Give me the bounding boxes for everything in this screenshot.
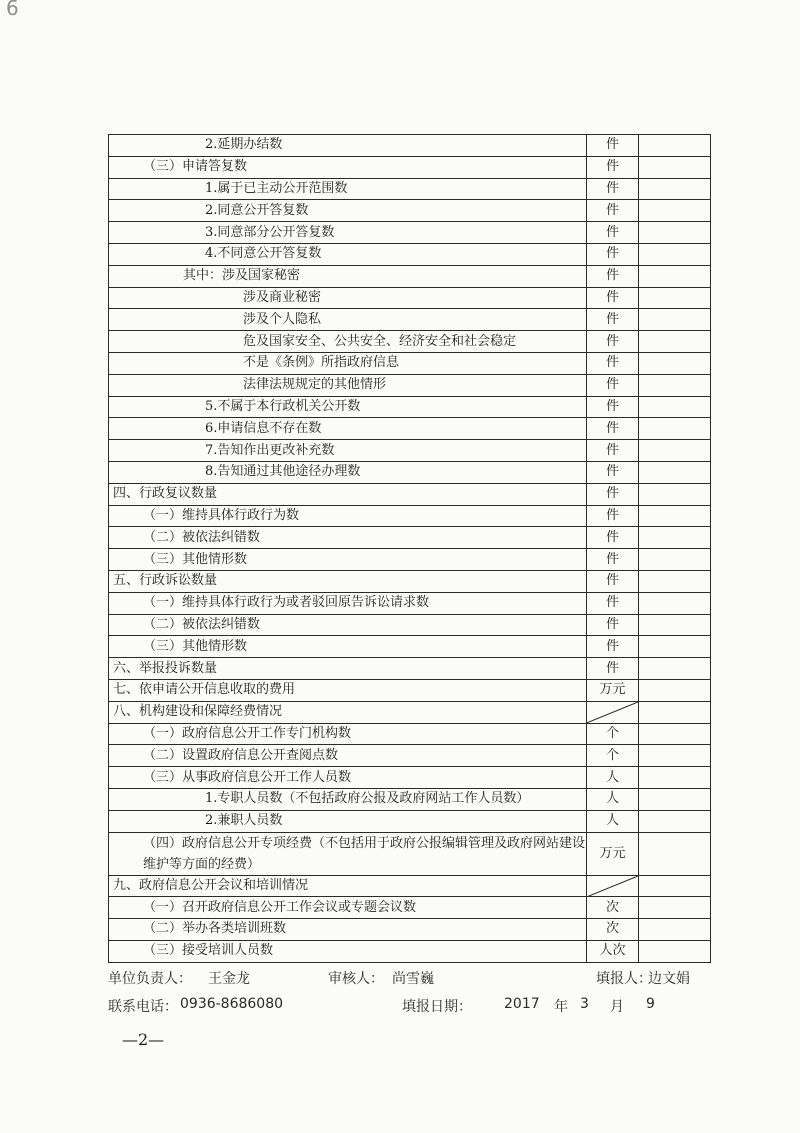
row-item-label: （三）从事政府信息公开工作人员数 bbox=[109, 767, 587, 789]
table-row bbox=[109, 309, 711, 331]
contact-row bbox=[108, 996, 710, 1018]
row-unit: 件 bbox=[587, 418, 639, 440]
row-unit: 件 bbox=[587, 483, 639, 505]
row-unit: 件 bbox=[587, 331, 639, 353]
row-item-label: （一）维持具体行政行为数 bbox=[109, 505, 587, 527]
row-value bbox=[639, 592, 711, 614]
table-row bbox=[109, 723, 711, 745]
row-item-label: （一）维持具体行政行为或者驳回原告诉讼请求数 bbox=[109, 592, 587, 614]
row-value bbox=[639, 418, 711, 440]
date-month-unit: 月 bbox=[610, 999, 624, 1015]
table-row bbox=[109, 287, 711, 309]
phone-label: 联系电话： bbox=[108, 999, 178, 1015]
table-row bbox=[109, 461, 711, 483]
filler-name: 边文娟 bbox=[648, 971, 690, 987]
row-item-label: 1.属于已主动公开范围数 bbox=[109, 178, 587, 200]
table-row bbox=[109, 352, 711, 374]
table-row bbox=[109, 832, 711, 875]
table-row bbox=[109, 875, 711, 897]
row-item-label: 6.申请信息不存在数 bbox=[109, 418, 587, 440]
row-unit: 件 bbox=[587, 614, 639, 636]
row-value bbox=[639, 483, 711, 505]
row-value bbox=[639, 396, 711, 418]
row-item-label: 六、举报投诉数量 bbox=[109, 658, 587, 680]
row-item-label: 3.同意部分公开答复数 bbox=[109, 222, 587, 244]
row-unit: 件 bbox=[587, 636, 639, 658]
table-row bbox=[109, 265, 711, 287]
unit-cell-crossed bbox=[587, 875, 639, 897]
table-row bbox=[109, 592, 711, 614]
table-row bbox=[109, 549, 711, 571]
filler-label: 填报人： bbox=[596, 971, 652, 987]
row-value bbox=[639, 614, 711, 636]
table-row bbox=[109, 614, 711, 636]
table-row bbox=[109, 156, 711, 178]
row-value bbox=[639, 265, 711, 287]
row-item-label: 5.不属于本行政机关公开数 bbox=[109, 396, 587, 418]
row-value bbox=[639, 832, 711, 875]
row-value bbox=[639, 570, 711, 592]
row-value bbox=[639, 940, 711, 962]
row-item-label: （三）其他情形数 bbox=[109, 636, 587, 658]
row-item-label: 涉及个人隐私 bbox=[109, 309, 587, 331]
row-value bbox=[639, 810, 711, 832]
row-value bbox=[639, 723, 711, 745]
row-item-label: （一）召开政府信息公开工作会议或专题会议数 bbox=[109, 897, 587, 919]
row-unit: 件 bbox=[587, 287, 639, 309]
table-row bbox=[109, 483, 711, 505]
unit-cell-crossed bbox=[587, 701, 639, 723]
row-unit: 件 bbox=[587, 352, 639, 374]
row-item-label: （二）设置政府信息公开查阅点数 bbox=[109, 745, 587, 767]
row-item-label: 法律法规规定的其他情形 bbox=[109, 374, 587, 396]
row-unit: 件 bbox=[587, 309, 639, 331]
phone-number: 0936-8686080 bbox=[180, 996, 284, 1012]
date-year-unit: 年 bbox=[554, 999, 568, 1015]
row-item-label: 4.不同意公开答复数 bbox=[109, 243, 587, 265]
date-label: 填报日期： bbox=[402, 999, 472, 1015]
row-item-label: 7.告知作出更改补充数 bbox=[109, 440, 587, 462]
row-unit: 件 bbox=[587, 200, 639, 222]
table-row bbox=[109, 767, 711, 789]
table-row bbox=[109, 919, 711, 941]
date-day: 9 bbox=[646, 996, 655, 1012]
row-value bbox=[639, 919, 711, 941]
row-value bbox=[639, 461, 711, 483]
row-unit: 件 bbox=[587, 549, 639, 571]
row-unit: 万元 bbox=[587, 832, 639, 875]
row-item-label: 七、依申请公开信息收取的费用 bbox=[109, 679, 587, 701]
row-item-label: 1.专职人员数（不包括政府公报及政府网站工作人员数） bbox=[109, 788, 587, 810]
reviewer-name: 尚雪巍 bbox=[392, 971, 434, 987]
page-number: —2— bbox=[122, 1030, 165, 1049]
row-value bbox=[639, 505, 711, 527]
table-row bbox=[109, 701, 711, 723]
table-row bbox=[109, 374, 711, 396]
diagonal-slash bbox=[587, 702, 638, 723]
row-item-label: 涉及商业秘密 bbox=[109, 287, 587, 309]
row-value bbox=[639, 309, 711, 331]
row-value bbox=[639, 875, 711, 897]
row-unit: 件 bbox=[587, 265, 639, 287]
row-value bbox=[639, 897, 711, 919]
date-year: 2017 bbox=[504, 996, 540, 1012]
row-unit: 件 bbox=[587, 243, 639, 265]
row-unit: 人次 bbox=[587, 940, 639, 962]
table-row bbox=[109, 636, 711, 658]
table-row bbox=[109, 331, 711, 353]
row-unit: 人 bbox=[587, 810, 639, 832]
row-unit: 个 bbox=[587, 723, 639, 745]
row-value bbox=[639, 135, 711, 157]
row-unit: 件 bbox=[587, 440, 639, 462]
row-unit: 件 bbox=[587, 505, 639, 527]
row-value bbox=[639, 440, 711, 462]
row-unit: 人 bbox=[587, 788, 639, 810]
row-unit: 万元 bbox=[587, 679, 639, 701]
row-value bbox=[639, 658, 711, 680]
row-item-label: 八、机构建设和保障经费情况 bbox=[109, 701, 587, 723]
table-row bbox=[109, 810, 711, 832]
row-item-label: （二）被依法纠错数 bbox=[109, 614, 587, 636]
row-unit: 件 bbox=[587, 222, 639, 244]
table-row bbox=[109, 679, 711, 701]
row-value bbox=[639, 287, 711, 309]
row-item-label: 九、政府信息公开会议和培训情况 bbox=[109, 875, 587, 897]
row-value bbox=[639, 200, 711, 222]
corner-page-mark: 6 bbox=[6, 0, 19, 20]
row-unit: 个 bbox=[587, 745, 639, 767]
statistics-table-body bbox=[109, 135, 711, 963]
table-row bbox=[109, 570, 711, 592]
row-unit: 件 bbox=[587, 461, 639, 483]
row-unit: 件 bbox=[587, 592, 639, 614]
row-value bbox=[639, 222, 711, 244]
date-month: 3 bbox=[580, 996, 589, 1012]
row-unit: 次 bbox=[587, 897, 639, 919]
table-row bbox=[109, 178, 711, 200]
diagonal-slash bbox=[587, 876, 638, 897]
row-unit: 件 bbox=[587, 135, 639, 157]
table-row bbox=[109, 940, 711, 962]
row-unit: 件 bbox=[587, 178, 639, 200]
row-value bbox=[639, 527, 711, 549]
row-item-label: 2.同意公开答复数 bbox=[109, 200, 587, 222]
row-value bbox=[639, 679, 711, 701]
table-row bbox=[109, 658, 711, 680]
table-row bbox=[109, 396, 711, 418]
responsible-label: 单位负责人： bbox=[108, 971, 192, 987]
table-row bbox=[109, 440, 711, 462]
row-item-label: （三）接受培训人员数 bbox=[109, 940, 587, 962]
row-unit: 件 bbox=[587, 156, 639, 178]
row-item-label: 其中：涉及国家秘密 bbox=[109, 265, 587, 287]
row-item-label: 五、行政诉讼数量 bbox=[109, 570, 587, 592]
row-unit: 次 bbox=[587, 919, 639, 941]
row-item-label: 不是《条例》所指政府信息 bbox=[109, 352, 587, 374]
row-value bbox=[639, 374, 711, 396]
row-unit: 人 bbox=[587, 767, 639, 789]
row-item-label: （三）申请答复数 bbox=[109, 156, 587, 178]
row-value bbox=[639, 701, 711, 723]
row-value bbox=[639, 636, 711, 658]
row-value bbox=[639, 156, 711, 178]
table-row bbox=[109, 745, 711, 767]
row-item-label: 2.兼职人员数 bbox=[109, 810, 587, 832]
table-row bbox=[109, 505, 711, 527]
table-row bbox=[109, 897, 711, 919]
row-item-label: 8.告知通过其他途径办理数 bbox=[109, 461, 587, 483]
row-item-label: 2.延期办结数 bbox=[109, 135, 587, 157]
row-value bbox=[639, 178, 711, 200]
row-unit: 件 bbox=[587, 570, 639, 592]
signature-row bbox=[108, 968, 710, 990]
row-value bbox=[639, 767, 711, 789]
responsible-name: 王金龙 bbox=[208, 971, 250, 987]
row-item-label: 危及国家安全、公共安全、经济安全和社会稳定 bbox=[109, 331, 587, 353]
row-item-label: （二）举办各类培训班数 bbox=[109, 919, 587, 941]
reviewer-label: 审核人： bbox=[328, 971, 384, 987]
table-row bbox=[109, 527, 711, 549]
row-value bbox=[639, 745, 711, 767]
row-unit: 件 bbox=[587, 527, 639, 549]
row-unit: 件 bbox=[587, 658, 639, 680]
row-value bbox=[639, 243, 711, 265]
row-item-label: （三）其他情形数 bbox=[109, 549, 587, 571]
table-row bbox=[109, 135, 711, 157]
table-row bbox=[109, 418, 711, 440]
table-row bbox=[109, 200, 711, 222]
statistics-table bbox=[108, 134, 711, 963]
row-unit: 件 bbox=[587, 374, 639, 396]
row-value bbox=[639, 788, 711, 810]
table-row bbox=[109, 243, 711, 265]
row-value bbox=[639, 331, 711, 353]
row-value bbox=[639, 549, 711, 571]
row-unit: 件 bbox=[587, 396, 639, 418]
table-row bbox=[109, 222, 711, 244]
row-value bbox=[639, 352, 711, 374]
table-row bbox=[109, 788, 711, 810]
row-item-label: （一）政府信息公开工作专门机构数 bbox=[109, 723, 587, 745]
row-item-label: 四、行政复议数量 bbox=[109, 483, 587, 505]
row-item-label: （二）被依法纠错数 bbox=[109, 527, 587, 549]
row-item-label: （四）政府信息公开专项经费（不包括用于政府公报编辑管理及政府网站建设维护等方面的经费） bbox=[109, 832, 587, 875]
